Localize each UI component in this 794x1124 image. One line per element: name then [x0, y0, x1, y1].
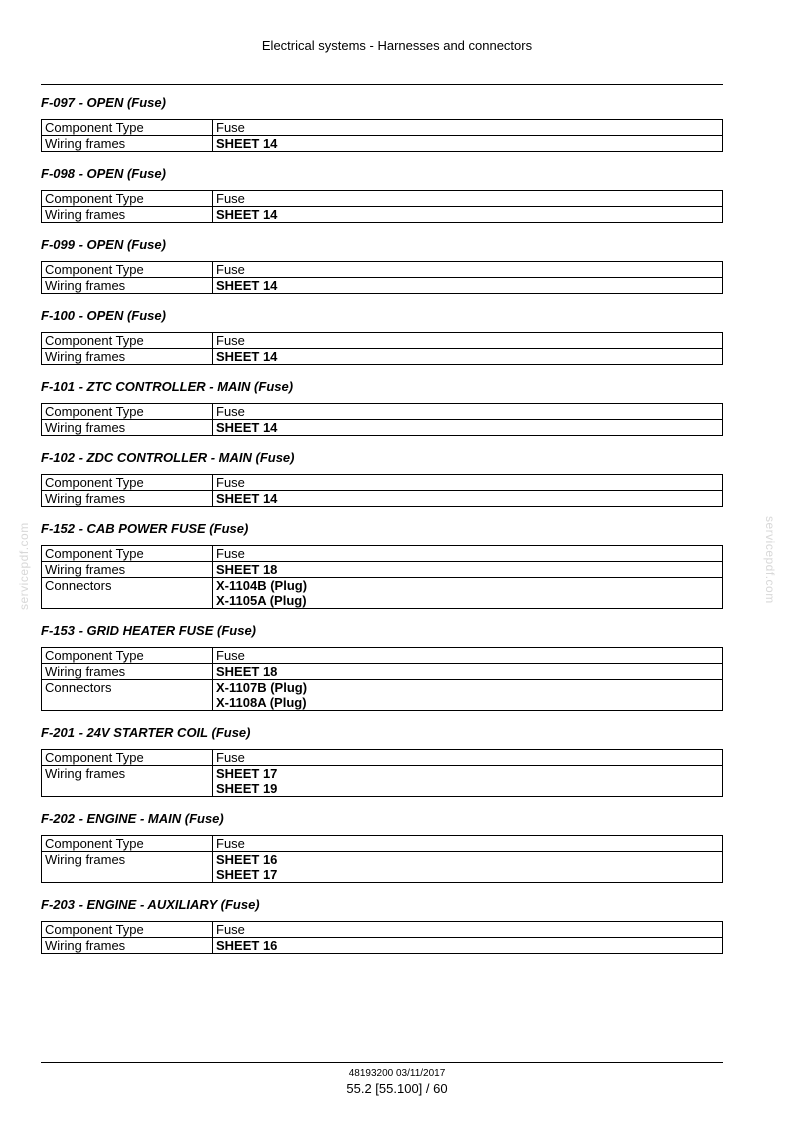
row-label: Component Type: [42, 648, 213, 664]
row-value-line: SHEET 19: [216, 781, 278, 796]
table-row: [42, 404, 723, 420]
footer-divider: [41, 1062, 723, 1063]
entry-title: F-101 - ZTC CONTROLLER - MAIN (Fuse): [41, 379, 294, 394]
entry-title: F-098 - OPEN (Fuse): [41, 166, 166, 181]
row-value-line: X-1108A (Plug): [216, 695, 307, 710]
table-row: [42, 680, 723, 711]
row-value: [213, 578, 723, 609]
row-value: [213, 207, 723, 223]
spec-table: [41, 835, 723, 883]
table-row: [42, 207, 723, 223]
row-value-line: X-1107B (Plug): [216, 680, 308, 695]
row-value: [213, 191, 723, 207]
row-label: Component Type: [42, 750, 213, 766]
row-label: Component Type: [42, 836, 213, 852]
spec-table: [41, 749, 723, 797]
footer-document-id: 48193200 03/11/2017: [348, 1068, 446, 1079]
row-label: Component Type: [42, 922, 213, 938]
table-row: [42, 938, 723, 954]
row-label: Wiring frames: [42, 420, 213, 436]
entry-title: F-201 - 24V STARTER COIL (Fuse): [41, 725, 251, 740]
row-label: Wiring frames: [42, 278, 213, 294]
spec-table: [41, 545, 723, 609]
row-value: [213, 349, 723, 365]
row-label: Wiring frames: [42, 938, 213, 954]
table-row: [42, 750, 723, 766]
table-row: [42, 664, 723, 680]
row-value-line: SHEET 18: [216, 664, 278, 679]
row-value-line: Fuse: [216, 404, 245, 419]
entry-title: F-202 - ENGINE - MAIN (Fuse): [41, 811, 224, 826]
table-row: [42, 578, 723, 609]
entry-title: F-152 - CAB POWER FUSE (Fuse): [41, 521, 249, 536]
table-row: [42, 491, 723, 507]
row-value: [213, 766, 723, 797]
fuse-entry: [41, 810, 723, 883]
row-label: Component Type: [42, 191, 213, 207]
row-value-line: SHEET 14: [216, 349, 278, 364]
fuse-entry: [41, 94, 723, 152]
row-value-line: SHEET 14: [216, 278, 278, 293]
table-row: [42, 191, 723, 207]
spec-table: [41, 403, 723, 436]
row-value-line: SHEET 14: [216, 207, 278, 222]
footer-page-number: 55.2 [55.100] / 60: [346, 1081, 448, 1096]
row-value-line: X-1105A (Plug): [216, 593, 307, 608]
row-value: [213, 680, 723, 711]
row-value-line: SHEET 14: [216, 136, 278, 151]
row-value-line: SHEET 14: [216, 420, 278, 435]
row-value-line: Fuse: [216, 475, 245, 490]
row-label: Component Type: [42, 120, 213, 136]
fuse-entry: [41, 622, 723, 711]
row-value: [213, 491, 723, 507]
spec-table: [41, 119, 723, 152]
row-value: [213, 938, 723, 954]
spec-table: [41, 647, 723, 711]
row-value: [213, 852, 723, 883]
row-label: Component Type: [42, 475, 213, 491]
spec-table: [41, 190, 723, 223]
entry-title: F-203 - ENGINE - AUXILIARY (Fuse): [41, 897, 260, 912]
row-value-line: Fuse: [216, 922, 245, 937]
row-label: Connectors: [42, 680, 213, 711]
row-value-line: Fuse: [216, 191, 245, 206]
spec-table: [41, 332, 723, 365]
entry-title: F-097 - OPEN (Fuse): [41, 95, 166, 110]
row-value: [213, 562, 723, 578]
fuse-entry: [41, 307, 723, 365]
fuse-entry: [41, 449, 723, 507]
row-value: [213, 922, 723, 938]
row-value-line: SHEET 16: [216, 852, 278, 867]
table-row: [42, 136, 723, 152]
row-value-line: Fuse: [216, 836, 245, 851]
entry-title: F-153 - GRID HEATER FUSE (Fuse): [41, 623, 257, 638]
spec-table: [41, 921, 723, 954]
table-row: [42, 420, 723, 436]
fuse-entry: [41, 165, 723, 223]
row-value-line: SHEET 18: [216, 562, 278, 577]
row-value-line: Fuse: [216, 333, 245, 348]
spec-table: [41, 261, 723, 294]
table-row: [42, 278, 723, 294]
row-value-line: SHEET 17: [216, 766, 278, 781]
row-value: [213, 262, 723, 278]
table-row: [42, 562, 723, 578]
table-row: [42, 475, 723, 491]
row-value: [213, 333, 723, 349]
row-label: Wiring frames: [42, 349, 213, 365]
table-row: [42, 836, 723, 852]
row-value: [213, 278, 723, 294]
row-value: [213, 420, 723, 436]
spec-table: [41, 474, 723, 507]
row-value-line: Fuse: [216, 120, 245, 135]
row-value-line: Fuse: [216, 546, 245, 561]
watermark-left: servicepdf.com: [17, 522, 31, 610]
row-label: Component Type: [42, 404, 213, 420]
table-row: [42, 766, 723, 797]
table-row: [42, 922, 723, 938]
row-label: Connectors: [42, 578, 213, 609]
row-value: [213, 836, 723, 852]
page-header-title: Electrical systems - Harnesses and connectors: [261, 38, 533, 53]
row-label: Wiring frames: [42, 664, 213, 680]
row-value: [213, 750, 723, 766]
fuse-entries-list: [41, 94, 723, 967]
row-value: [213, 120, 723, 136]
table-row: [42, 852, 723, 883]
row-value-line: Fuse: [216, 262, 245, 277]
row-value: [213, 648, 723, 664]
fuse-entry: [41, 236, 723, 294]
row-label: Component Type: [42, 333, 213, 349]
watermark-right: servicepdf.com: [763, 516, 777, 604]
fuse-entry: [41, 724, 723, 797]
row-value-line: SHEET 16: [216, 938, 278, 953]
row-value-line: X-1104B (Plug): [216, 578, 308, 593]
row-label: Wiring frames: [42, 207, 213, 223]
row-value: [213, 664, 723, 680]
entry-title: F-102 - ZDC CONTROLLER - MAIN (Fuse): [41, 450, 295, 465]
row-value-line: Fuse: [216, 750, 245, 765]
row-label: Wiring frames: [42, 136, 213, 152]
table-row: [42, 333, 723, 349]
row-label: Wiring frames: [42, 491, 213, 507]
entry-title: F-100 - OPEN (Fuse): [41, 308, 166, 323]
header-divider: [41, 84, 723, 85]
row-label: Component Type: [42, 546, 213, 562]
row-value: [213, 136, 723, 152]
row-value: [213, 475, 723, 491]
row-value: [213, 404, 723, 420]
table-row: [42, 648, 723, 664]
row-label: Wiring frames: [42, 562, 213, 578]
row-value-line: Fuse: [216, 648, 245, 663]
row-label: Wiring frames: [42, 852, 213, 883]
table-row: [42, 349, 723, 365]
fuse-entry: [41, 520, 723, 609]
row-label: Wiring frames: [42, 766, 213, 797]
fuse-entry: [41, 896, 723, 954]
row-label: Component Type: [42, 262, 213, 278]
entry-title: F-099 - OPEN (Fuse): [41, 237, 166, 252]
table-row: [42, 120, 723, 136]
row-value: [213, 546, 723, 562]
table-row: [42, 262, 723, 278]
table-row: [42, 546, 723, 562]
fuse-entry: [41, 378, 723, 436]
row-value-line: SHEET 17: [216, 867, 278, 882]
row-value-line: SHEET 14: [216, 491, 278, 506]
